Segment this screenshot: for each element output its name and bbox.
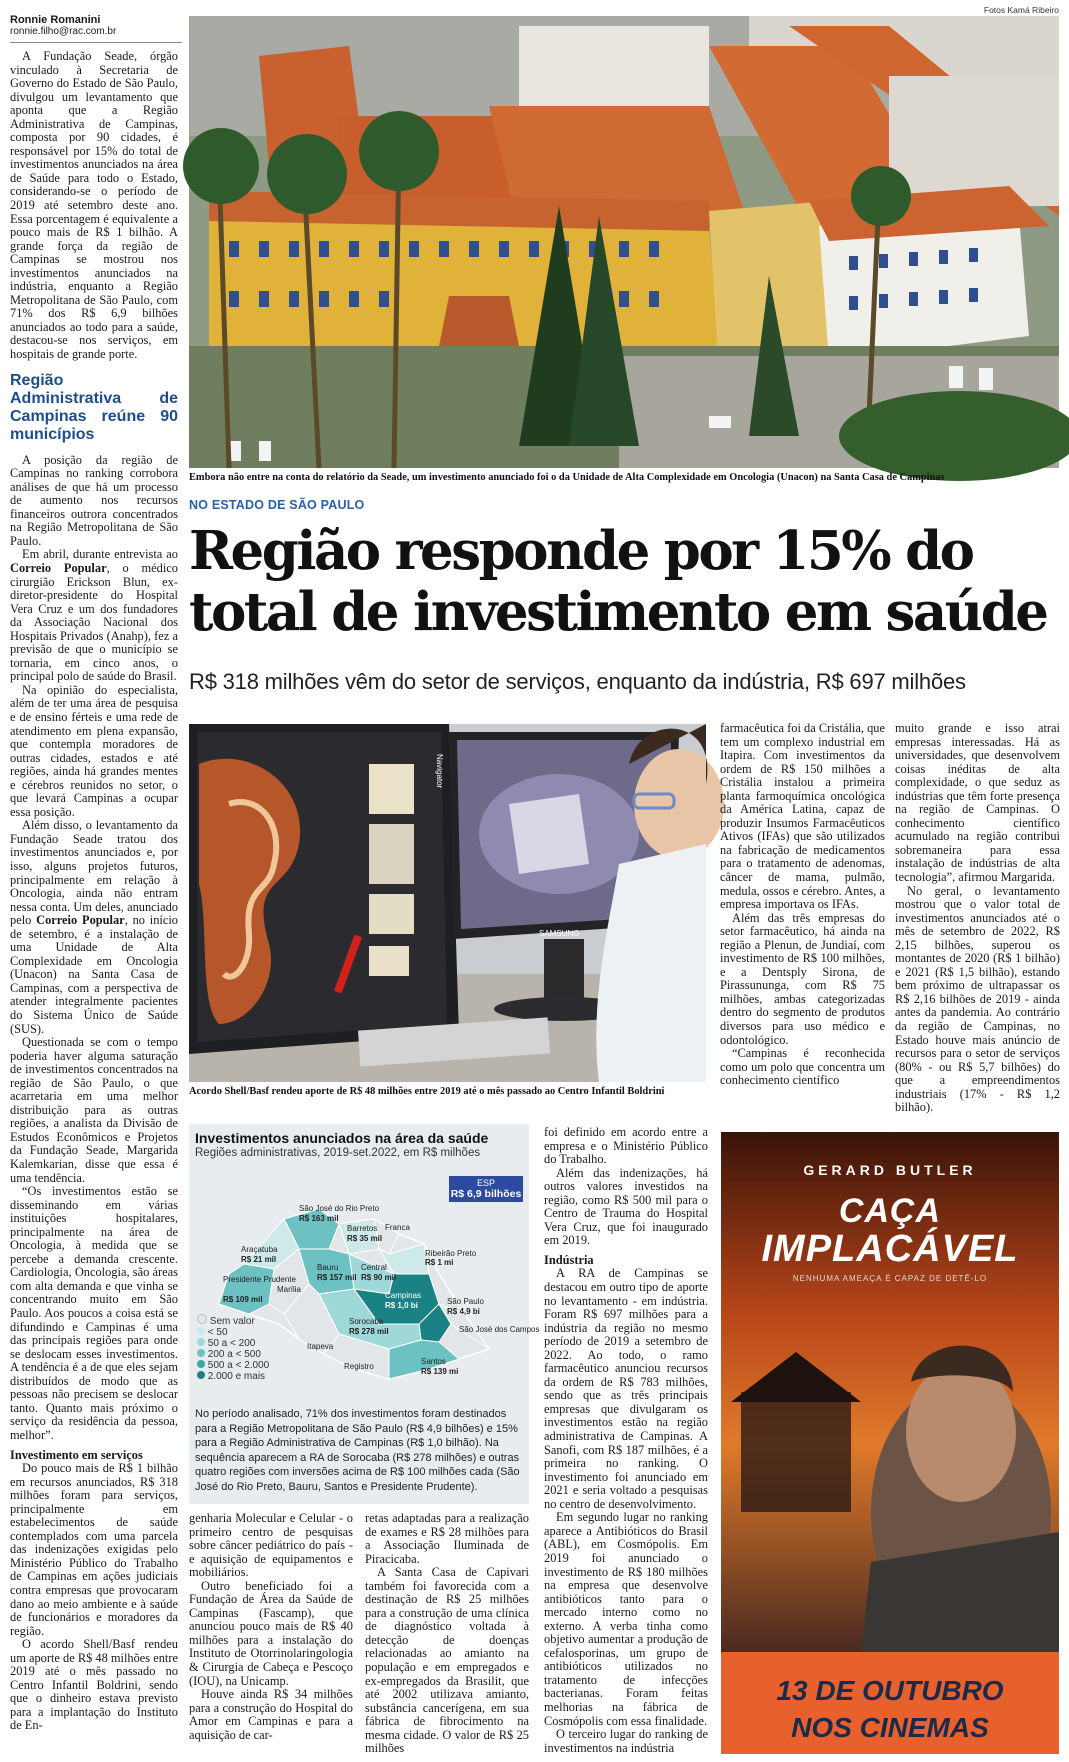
label-ribeirao: Ribeirão Preto [425, 1249, 477, 1258]
legend-item-2: 50 a < 200 [197, 1338, 269, 1349]
monitor-brand: SAMSUNG [539, 929, 580, 938]
colc-p2: A Santa Casa de Capivari também foi favorecida com a destinação de R$ 25 milhões para a construção de uma clínica de diagnóstico voltada à detecção de doenças relacionadas ao amianto na população e em empregados e ex-empregados da Brasilit, que até 2002 utilizava amianto, substância cancerígena, em sua fábrica de fibrocimento na mesma cidade. O valor de R$ 25 milhões [365, 1565, 529, 1756]
ad-date-line-2: NOS CINEMAS [791, 1712, 989, 1743]
value-barretos: R$ 35 mil [347, 1234, 383, 1243]
cold-p1: farmacêutica foi da Cristália, que tem um complexo industrial em Itapira. Com investimentos da ordem de R$ 150 milhões a Cristália instalou a primeira planta farmoquímica oncológica da América Latina, capaz de produzir Insumos Farmacêuticos Ativos (IFAs) que são utilizados na fabricação de medicamentos para o tratamento de adenomas, câncer de mama, pulmão, medula, ossos e cérebro. Antes, a empresa importava os IFAs. [720, 721, 885, 912]
map-legend [197, 1314, 269, 1382]
movie-advertisement[interactable] [721, 1132, 1059, 1754]
column-c [365, 1512, 529, 1756]
label-sorocaba: Sorocaba [349, 1317, 384, 1326]
infographic-note: No período analisado, 71% dos investimentos foram destinados para a Região Metropolitana de São Paulo (R$ 4,9 bilhões) e 15% para a Região Administrativa de Campinas (R$ 1,0 bilhão). Na sequência aparecem a RA de Sorocaba (R$ 278 milhões) e outras quatro regiões com inversões acima de R$ 100 milhões cada (São José do Rio Preto, Bauru, Santos e Presidente Prudente). [195, 1408, 520, 1493]
value-aracatuba: R$ 21 mil [241, 1255, 277, 1264]
label-franca: Franca [385, 1223, 410, 1232]
col1-p5: Além disso, o levantamento da Fundação Seade tratou dos investimentos anunciados e, por isso, alguns projetos futuros, principalmente em relação à Oncologia, ainda não entram nessa conta. Um deles, anunciado pelo Correio Popular, no início de setembro, é a instalação de uma Unidade de Alta Complexidade em Oncologia (Unacon) na Santa Casa de Campinas, com a perspectiva de atender integralmente pacientes do Sistema Único de Saúde (SUS). [10, 818, 178, 1036]
label-santos: Santos [421, 1357, 446, 1366]
label-itapeva: Itapeva [307, 1342, 334, 1351]
col1-p3: Em abril, durante entrevista ao Correio Popular, o médico cirurgião Erickson Blun, ex-diretor-presidente do Hospital Vera Cruz e um dos fundadores da Associação Nacional dos Hospitais Privados (Anahp), fez a previsão de que o município se tornaria, em cinco anos, o principal polo de saúde do Brasil. [10, 547, 178, 684]
label-campinas: Campinas [385, 1291, 422, 1300]
lab-monitor-photo [189, 724, 706, 1082]
col1-p7: “Os investimentos estão se disseminando em várias instituições hospitalares, principalmente na área de Oncologia, à medida que se percebe a demanda crescente. Cardiologia, Oncologia, são áreas com alta demanda e que vinha se concentrando muito em São Paulo. Aos poucos a coisa está se difundindo e Campinas é uma das principais regiões para onde se deslocam esses investimentos. A tendência é a de que eles sejam distribuídos de modo que as pessoas não precisem se deslocar tanto. Quanto mais próximo o serviço da residência da pessoa, melhor”. [10, 1184, 178, 1442]
photo1-caption: Embora não entre na conta do relatório da Seade, um investimento anunciado foi o da Unidade de Alta Complexidade em Oncologia (Unacon) na Santa Casa de Campinas [189, 472, 945, 483]
value-sjrp: R$ 163 mil [299, 1214, 339, 1223]
colf-minihead: Indústria [544, 1252, 594, 1267]
photo-credit: Fotos Kamá Ribeiro [983, 5, 1059, 15]
label-registro: Registro [344, 1362, 374, 1371]
label-central: Central [361, 1263, 387, 1272]
monitor-label: Navigator [435, 754, 444, 789]
col1-subhead: Região Administrativa de Campinas reúne 90 municípios [10, 371, 178, 443]
infographic-title: Investimentos anunciados na área da saúde [195, 1130, 489, 1146]
ad-date-line-1: 13 DE OUTUBRO [776, 1675, 1004, 1706]
ad-tagline: NENHUMA AMEAÇA É CAPAZ DE DETÊ-LO [792, 1274, 988, 1283]
headline [189, 521, 1046, 643]
ad-title-line-2: IMPLACÁVEL [761, 1228, 1019, 1270]
value-bauru: R$ 157 mil [317, 1273, 357, 1282]
value-ribeirao: R$ 1 mi [425, 1258, 454, 1267]
newspaper-name: Correio Popular [10, 560, 107, 575]
value-campinas: R$ 1,0 bi [385, 1301, 418, 1310]
colb-p3: Houve ainda R$ 34 milhões para a construção do Hospital do Amor em Campinas e para a aquisição de car- [189, 1687, 353, 1742]
legend-item-5: 2.000 e mais [197, 1371, 269, 1382]
hospital-aerial-photo [189, 16, 1059, 468]
col1-minihead: Investimento em serviços [10, 1447, 143, 1462]
headline-line-2: total de investimento em saúde [189, 581, 1047, 643]
col1-p4: Na opinião do especialista, além de ter uma área de pesquisa e de ensino férteis e uma rede de atendimento em plena expansão, que contempla moradores de outras cidades, estados e até regiões, ainda há grandes mentes e cérebros reunidos no setor, o que levará Campinas a ocupar essa posição. [10, 682, 178, 819]
col1-p2: A posição da região de Campinas no ranking corrobora análises de que há um processo de aumento nos recursos financeiros outrora concentrados na Região Metropolitana de São Paulo. [10, 452, 178, 548]
legend-item-1: < 50 [197, 1327, 269, 1338]
colf-p1: foi definido em acordo entre a empresa e o Ministério Público do Trabalho. [544, 1125, 708, 1167]
hospital-aerial-illustration [189, 16, 1059, 468]
col1-p9: O acordo Shell/Basf rendeu um aporte de R$ 48 milhões entre 2019 até o mês passado no Centro Infantil Boldrini, sendo que o dinheiro estava previsto para a implantação do Instituto de En- [10, 1637, 178, 1733]
col1-p1: A Fundação Seade, órgão vinculado à Secretaria de Governo do Estado de São Paulo, divulgou um levantamento que aponta que a Região Administrativa de Campinas, composta por 90 cidades, é responsável por 15% do total de investimentos anunciados na área de Saúde para todo o Estado, considerando-se o período de 2019 até setembro deste ano. Essa porcentagem é equivalente a pouco mais de R$ 1 bilhão. A grande força da região de Campinas se mostrou nos investimentos anunciados na indústria, enquanto a Região Metropolitana de São Paulo, com 71% dos R$ 6,9 bilhões anunciados ao todo para a saúde, destacou-se nos serviços, em hospitais de grande porte. [10, 49, 178, 362]
esp-label: ESP [476, 1178, 495, 1188]
column-b [189, 1512, 353, 1742]
label-barretos: Barretos [347, 1224, 378, 1233]
value-central: R$ 90 mil [361, 1273, 397, 1282]
col1-p8: Do pouco mais de R$ 1 bilhão em recursos anunciados, R$ 318 milhões foram para serviços, principalmente em estabelecimentos de saúde contemplados com uma parcela das indenizações exigidas pelo Ministério Público do Trabalho de Campinas em ações judiciais contra empresas que provocaram dano ao meio ambiente e à saúde de funcionários e moradores da região. [10, 1461, 178, 1638]
infographic-subtitle: Regiões administrativas, 2019-set.2022, em R$ milhões [195, 1147, 481, 1159]
label-sjc: São José dos Campos [459, 1325, 540, 1334]
cold-p2: Além das três empresas do setor farmacêutico, há ainda na região a Plenun, de Jundiaí, com investimento de R$ 100 milhões, e a Dentsply Sirona, de Pirassununga, com R$ 75 milhões, ambas categorizadas dentro do segmento de produtos diversos para uso médico e odontológico. [720, 910, 885, 1047]
ad-release-date [721, 1672, 1059, 1746]
column-f [544, 1126, 708, 1755]
label-marilia: Marília [277, 1285, 302, 1294]
column-e [895, 722, 1060, 1115]
photo2-caption: Acordo Shell/Basf rendeu aporte de R$ 48 milhões entre 2019 até o mês passado ao Centro Infantil Boldrini [189, 1086, 665, 1097]
infographic [189, 1124, 540, 1504]
deck: R$ 318 milhões vêm do setor de serviços, enquanto da indústria, R$ 697 milhões [189, 669, 966, 694]
cole-p2: No geral, o levantamento mostrou que o valor total de investimentos anunciados até o mês de setembro de 2022, R$ 2,15 bilhões, superou os montantes de 2020 (R$ 1 bilhão) e 2021 (R$ 1,5 bilhão), estando bem próximo de ultrapassar os R$ 2,16 bilhões de 2019 - ainda antes da pandemia. Ao contrário da região de Campinas, no Estado houve mais anúncio de recursos para o setor de serviços (80% - ou R$ 5,7 bilhões) do que a empreendimentos industriais (17% - R$ 1,2 bilhão). [895, 883, 1060, 1115]
cold-p3: “Campinas é reconhecida como um polo que concentra um conhecimento científico [720, 1046, 885, 1088]
legend-item-4: 500 a < 2.000 [197, 1360, 269, 1371]
legend-item-3: 200 a < 500 [197, 1349, 269, 1360]
value-sao-paulo: R$ 4,9 bi [447, 1307, 480, 1316]
label-prudente: Presidente Prudente [223, 1275, 296, 1284]
colf-p5: O terceiro lugar do ranking de investimentos na indústria [544, 1727, 708, 1755]
value-prudente: R$ 109 mil [223, 1295, 263, 1304]
column-1 [10, 50, 178, 1733]
colc-p1: retas adaptadas para a realização de exames e R$ 28 milhões para a Associação Iluminada de Piracicaba. [365, 1511, 529, 1566]
value-santos: R$ 139 mi [421, 1367, 459, 1376]
byline-name: Ronnie Romanini [10, 14, 101, 26]
legend-item-0: Sem valor [197, 1314, 269, 1327]
ad-title-line-1: CAÇA [838, 1192, 942, 1230]
col1-p6: Questionada se com o tempo poderia haver alguma saturação de investimentos concentrados na região de São Paulo, o que acarretaria em uma melhor distribuição para as outras regiões, a analista da Divisão de Estudos Econômicos e Projetos da Fundação Seade, Margarida Kalemkarian, disse que essa é uma tendência. [10, 1035, 178, 1185]
value-sorocaba: R$ 278 mil [349, 1327, 389, 1336]
colf-p4: Em segundo lugar no ranking aparece a Antibióticos do Brasil (ABL), em Cosmópolis. Em 2019 foi anunciado o investimento de R$ 180 milhões na empresa que desenvolve antibióticos tanto para o mercado interno como no externo. A verba tinha como objetivo aumentar a produção de cefalosporinas, um grupo de antibióticos utilizados no tratamento de infecções bacterianas. Foram feitas melhorias na fábrica de Cosmópolis com essa finalidade. [544, 1510, 708, 1728]
label-aracatuba: Araçatuba [241, 1245, 278, 1254]
lab-monitor-illustration [189, 724, 706, 1082]
colf-p2: Além das indenizações, há outros valores investidos na região, como R$ 500 mil para o Centro de Trauma do Hospital Vera Cruz, que foi inaugurado em 2019. [544, 1165, 708, 1248]
newspaper-name-2: Correio Popular [36, 913, 125, 928]
colb-p1: genharia Molecular e Celular - o primeiro centro de pesquisas sobre câncer pediátrico do país - e aquisição de equipamentos e mobiliários. [189, 1511, 353, 1580]
cole-p1: muito grande e isso atrai empresas interessadas. Há as universidades, que desenvolvem coisas inéditas de alta complexidade, o que seduz as indústrias que têm forte presença na região de Campinas. O conhecimento científico acumulado na região contribui sobremaneira para essa instalação de indústrias de alta tecnologia”, afirmou Margarida. [895, 721, 1060, 885]
column-d [720, 722, 885, 1088]
label-bauru: Bauru [317, 1263, 339, 1272]
label-sjrp: São José do Rio Preto [299, 1204, 380, 1213]
esp-value: R$ 6,9 bilhões [450, 1188, 522, 1200]
label-sao-paulo: São Paulo [447, 1297, 484, 1306]
headline-line-1: Região responde por 15% do [189, 520, 973, 582]
byline [10, 14, 116, 37]
ad-actor: GERARD BUTLER [803, 1162, 977, 1178]
colb-p2: Outro beneficiado foi a Fundação de Área da Saúde de Campinas (Fascamp), que anunciou pouco mais de R$ 40 milhões para a instalação do Instituto de Otorrinolaringologia & Cirurgia de Cabeça e Pescoço (IOU), na Unicamp. [189, 1578, 353, 1688]
kicker: NO ESTADO DE SÃO PAULO [189, 498, 365, 512]
colf-p3: A RA de Campinas se destacou em outro tipo de aporte no levantamento - em indústria. Foram R$ 697 milhões para a indústria da região no mesmo período de 2019 a setembro de 2022. Ao todo, o ramo farmacêutico anunciou recursos da ordem de R$ 783 milhões, sendo que as três principais empresas que divulgaram os investimentos estão na região administrativa de Campinas. A Sanofi, com R$ 187 milhões, é a primeira no ranking. O investimento foi anunciado em 2021 e seria voltado a pesquisas no centro de desenvolvimento. [544, 1266, 708, 1511]
byline-email[interactable]: ronnie.filho@rac.com.br [10, 26, 117, 37]
